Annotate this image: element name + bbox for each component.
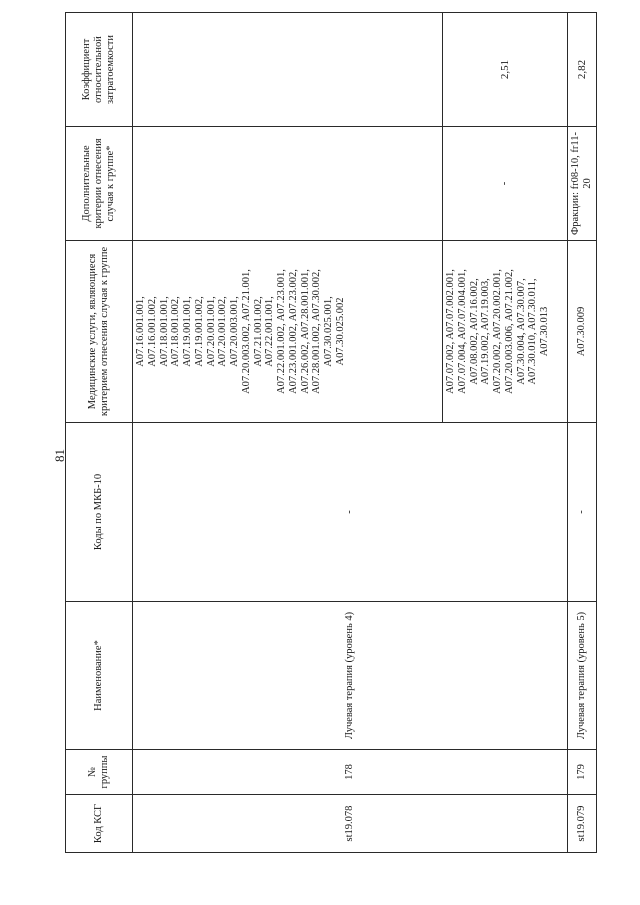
header-icd-codes: Коды по МКБ-10 bbox=[66, 423, 133, 602]
service-code: A07.30.013 bbox=[539, 306, 550, 357]
row-services: A07.30.009 bbox=[568, 241, 597, 423]
row-group-no: 178 bbox=[133, 750, 568, 795]
row-group-no: 179 bbox=[568, 750, 597, 795]
row-coefficient: 2,82 bbox=[568, 13, 597, 127]
row-criteria: - bbox=[443, 127, 568, 241]
service-code: A07.30.004, A07.30.007, bbox=[515, 278, 527, 385]
service-code: A07.19.001.002, bbox=[193, 296, 205, 367]
service-code: A07.21.001.002, bbox=[252, 296, 264, 367]
service-code: A07.08.002, A07.16.002, bbox=[468, 278, 480, 385]
ksg-table bbox=[65, 12, 597, 853]
service-code: A07.16.001.001, bbox=[135, 296, 146, 367]
header-group-no: № группы bbox=[66, 750, 133, 795]
row-criteria: Фракции: fr08-10, fr11-20 bbox=[568, 127, 597, 241]
row-name: Лучевая терапия (уровень 4) bbox=[133, 602, 568, 750]
table-row bbox=[568, 13, 597, 853]
header-services: Медицинские услуги, являющиеся критерием отнесения случая к группе bbox=[66, 241, 133, 423]
service-code: A07.22.001.001, bbox=[264, 296, 276, 367]
row-code: st19.078 bbox=[133, 795, 568, 853]
header-criteria: Дополнительные критерии отнесения случая к группе* bbox=[66, 127, 133, 241]
row-icd-codes: - bbox=[133, 423, 568, 602]
service-code: A07.07.002, A07.07.002.001, bbox=[445, 269, 456, 394]
service-code: A07.20.003.006, A07.21.002, bbox=[503, 269, 515, 394]
row-code: st19.079 bbox=[568, 795, 597, 853]
header-row bbox=[66, 13, 133, 853]
row-icd-codes: - bbox=[568, 423, 597, 602]
service-code: A07.23.001.002, A07.23.002, bbox=[287, 269, 299, 394]
service-code: A07.28.001.002, A07.30.002, bbox=[311, 269, 323, 394]
header-coefficient: Коэффициент относительной затратоемкости bbox=[66, 13, 133, 127]
service-code: A07.26.002, A07.28.001.001, bbox=[299, 269, 311, 394]
row-criteria-empty bbox=[133, 127, 443, 241]
service-code: A07.07.004, A07.07.004.001, bbox=[456, 269, 468, 394]
service-code: A07.20.002, A07.20.002.001, bbox=[492, 269, 503, 394]
row-name: Лучевая терапия (уровень 5) bbox=[568, 602, 597, 750]
service-code: A07.20.003.002, A07.21.001, bbox=[240, 269, 252, 394]
header-name: Наименование* bbox=[66, 602, 133, 750]
service-code: A07.18.001.002, bbox=[170, 296, 182, 367]
page-number: 81 bbox=[52, 449, 67, 462]
row-coefficient-empty bbox=[133, 13, 443, 127]
service-code: A07.20.001.002, bbox=[217, 296, 229, 367]
service-code: A07.18.001.001, bbox=[158, 296, 170, 367]
service-code: A07.20.003.001, bbox=[229, 296, 240, 367]
service-code: A07.30.010, A07.30.011, bbox=[527, 278, 539, 385]
row-services bbox=[133, 241, 443, 423]
row-services bbox=[443, 241, 568, 423]
service-code: A07.20.001.001, bbox=[205, 296, 217, 367]
service-code: A07.19.002, A07.19.003, bbox=[480, 278, 492, 385]
table-container bbox=[65, 13, 593, 853]
service-code: A07.19.001.001, bbox=[182, 296, 193, 367]
service-code: A07.16.001.002, bbox=[146, 296, 158, 367]
header-code: Код КСГ bbox=[66, 795, 133, 853]
service-code: A07.30.025.002 bbox=[334, 297, 346, 366]
service-code: A07.22.001.002, A07.23.001, bbox=[276, 269, 287, 394]
service-code: A07.30.025.001, bbox=[323, 296, 334, 367]
table-row bbox=[133, 13, 443, 853]
row-coefficient: 2,51 bbox=[443, 13, 568, 127]
